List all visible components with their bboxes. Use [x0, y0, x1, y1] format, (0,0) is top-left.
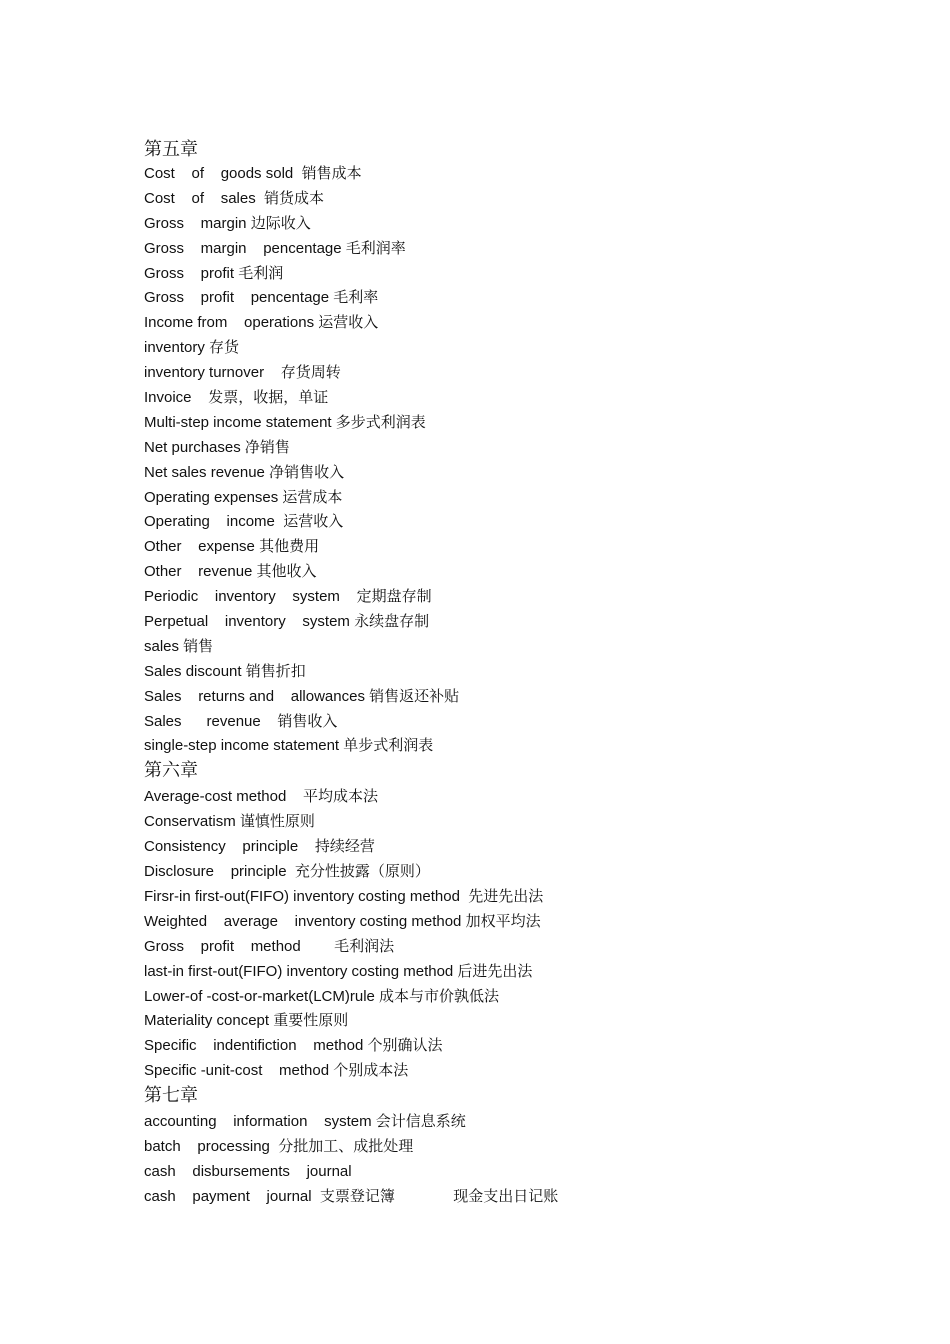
glossary-line: Perpetual inventory system 永续盘存制 [144, 613, 430, 631]
glossary-line: Gross margin pencentage 毛利润率 [144, 239, 406, 257]
chapter-heading-7: 第七章 [144, 1085, 198, 1107]
glossary-line: accounting information system 会计信息系统 [144, 1113, 466, 1131]
glossary-line: inventory turnover 存货周转 [144, 364, 341, 382]
glossary-line: Net sales revenue 净销售收入 [144, 463, 345, 481]
chapter-heading-5: 第五章 [144, 139, 198, 160]
glossary-line: Consistency principle 持续经营 [144, 838, 375, 856]
glossary-line: Gross profit pencentage 毛利率 [144, 289, 379, 307]
glossary-line: Sales returns and allowances 销售返还补贴 [144, 687, 460, 705]
glossary-line: Disclosure principle 充分性披露（原则） [144, 863, 430, 881]
glossary-line: Weighted average inventory costing method 加权平均法 [144, 912, 541, 930]
glossary-line: Lower-of -cost-or-market(LCM)rule 成本与市价孰低法 [144, 987, 500, 1005]
document-body [144, 138, 904, 1210]
glossary-line: Operating income 运营收入 [144, 513, 344, 531]
glossary-line: Sales discount 销售折扣 [144, 662, 306, 680]
glossary-line: Gross margin 边际收入 [144, 214, 311, 232]
glossary-line: Invoice 发票，收据，单证 [144, 389, 329, 407]
glossary-line: sales 销售 [144, 637, 214, 655]
glossary-line: Materiality concept 重要性原则 [144, 1012, 349, 1030]
glossary-line: Other revenue 其他收入 [144, 563, 317, 581]
chapter-heading-6: 第六章 [144, 760, 198, 782]
glossary-line: cash payment journal 支票登记簿 现金支出日记账 [144, 1187, 559, 1205]
glossary-line: Firsr-in first-out(FIFO) inventory costing method 先进先出法 [144, 887, 544, 905]
glossary-line: Income from operations 运营收入 [144, 314, 379, 332]
glossary-line: Multi-step income statement 多步式利润表 [144, 413, 426, 431]
glossary-line: Other expense 其他费用 [144, 538, 320, 556]
glossary-line: Average-cost method 平均成本法 [144, 788, 378, 806]
glossary-line: Cost of goods sold 销售成本 [144, 165, 362, 182]
glossary-line: Conservatism 谨慎性原则 [144, 813, 315, 831]
glossary-line: Periodic inventory system 定期盘存制 [144, 588, 432, 606]
glossary-line: Specific indentifiction method 个别确认法 [144, 1037, 443, 1055]
glossary-line: Gross profit method 毛利润法 [144, 937, 395, 955]
glossary-line: inventory 存货 [144, 339, 240, 357]
glossary-line: Sales revenue 销售收入 [144, 712, 338, 730]
glossary-line: batch processing 分批加工、成批处理 [144, 1137, 414, 1155]
glossary-line: Specific -unit-cost method 个别成本法 [144, 1062, 409, 1080]
glossary-line: Net purchases 净销售 [144, 438, 290, 456]
glossary-line: Operating expenses 运营成本 [144, 488, 343, 506]
glossary-line: cash disbursements journal [144, 1162, 352, 1180]
glossary-line: Cost of sales 销货成本 [144, 189, 325, 207]
glossary-line: last-in first-out(FIFO) inventory costing method 后进先出法 [144, 962, 533, 980]
glossary-line: Gross profit 毛利润 [144, 264, 284, 282]
glossary-line: single-step income statement 单步式利润表 [144, 737, 434, 755]
